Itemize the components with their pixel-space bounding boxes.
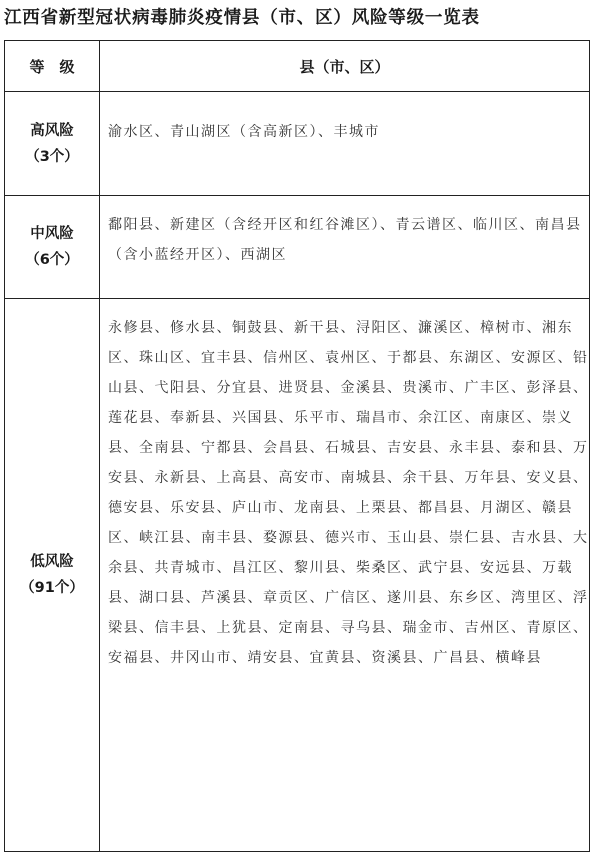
level-name-high: 高风险 xyxy=(30,122,74,139)
level-cell-high xyxy=(5,92,100,196)
areas-cell-medium: 鄱阳县、新建区（含经开区和红谷滩区）、青云谱区、临川区、南昌县（含小蓝经开区）、西湖区 xyxy=(100,196,590,299)
level-cell-medium xyxy=(5,196,100,299)
level-name-low: 低风险 xyxy=(30,554,74,570)
level-name-medium: 中风险 xyxy=(30,226,74,242)
table-header-row xyxy=(5,41,590,92)
level-count-high: （3个） xyxy=(25,148,79,165)
header-areas: 县（市、区） xyxy=(100,41,590,92)
table-row-high-risk xyxy=(5,92,590,196)
table-row-medium-risk xyxy=(5,196,590,299)
areas-cell-high: 渝水区、青山湖区（含高新区）、丰城市 xyxy=(100,92,590,196)
table-row-low-risk xyxy=(5,299,590,852)
header-level: 等 级 xyxy=(5,41,100,92)
areas-cell-low: 永修县、修水县、铜鼓县、新干县、浔阳区、濂溪区、樟树市、湘东区、珠山区、宜丰县、信州区、袁州区、于都县、东湖区、安源区、铅山县、弋阳县、分宜县、进贤县、金溪县、贵溪市、广丰区、彭泽县、莲花县、奉新县、兴国县、乐平市、瑞昌市、余江区、南康区、崇义县、全南县、宁都县、会昌县、石城县、吉安县、永丰县、泰和县、万安县、永新县、上高县、高安市、南城县、余干县、万年县、安义县、德安县、乐安县、庐山市、龙南县、上栗县、都昌县、月湖区、赣县区、峡江县、南丰县、婺源县、德兴市、玉山县、崇仁县、吉水县、大余县、共青城市、昌江区、黎川县、柴桑区、武宁县、安远县、万载县、湖口县、芦溪县、章贡区、广信区、遂川县、东乡区、湾里区、浮梁县、信丰县、上犹县、定南县、寻乌县、瑞金市、吉州区、青原区、安福县、井冈山市、靖安县、宜黄县、资溪县、广昌县、横峰县 xyxy=(100,299,590,852)
level-count-medium: （6个） xyxy=(25,252,79,268)
document-title: 江西省新型冠状病毒肺炎疫情县（市、区）风险等级一览表 xyxy=(4,8,480,28)
risk-level-table xyxy=(4,40,590,852)
level-cell-low xyxy=(5,299,100,852)
level-count-low: （91个） xyxy=(20,580,84,596)
